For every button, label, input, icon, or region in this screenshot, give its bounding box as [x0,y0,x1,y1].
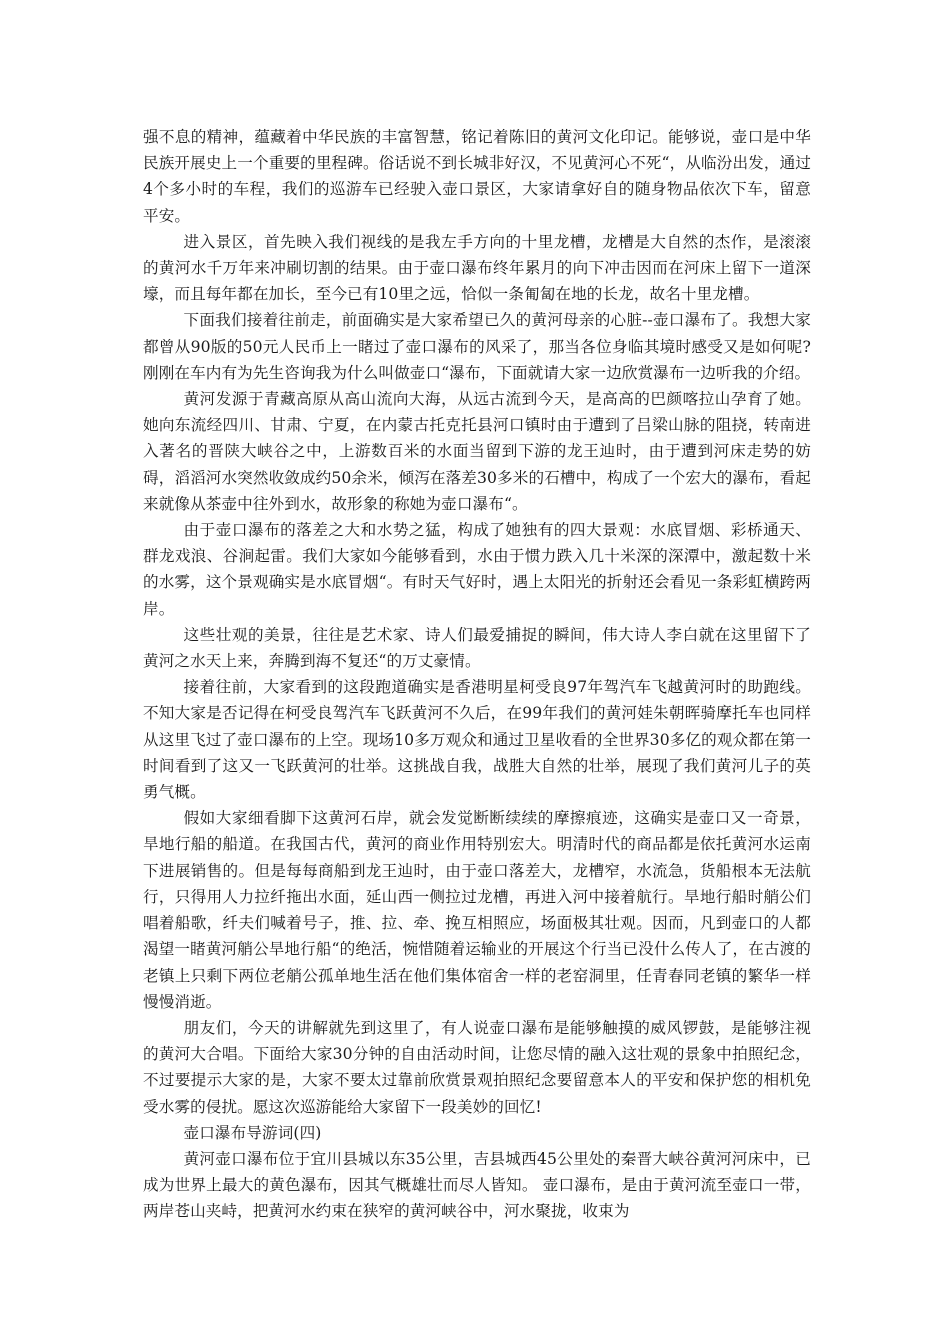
section-heading: 壶口瀑布导游词(四) [183,1123,322,1142]
paragraph-5: 由于壶口瀑布的落差之大和水势之猛，构成了她独有的四大景观：水底冒烟、彩桥通天、群龙戏浪、谷涧起雷。我们大家如今能够看到，水由于惯力跌入几十米深的深潭中，激起数十米的水雾，这个景观确实是水底冒烟“。有时天气好时，遇上太阳光的折射还会看见一条彩虹横跨两岸。 [143,521,811,618]
paragraph-1: 强不息的精神，蕴藏着中华民族的丰富智慧，铭记着陈旧的黄河文化印记。能够说，壶口是中华民族开展史上一个重要的里程碑。俗话说不到长城非好汉，不见黄河心不死“，从临汾出发，通过4个多小时的车程，我们的巡游车已经驶入壶口景区，大家请拿好自的随身物品依次下车，留意平安。 [143,128,811,225]
paragraph-8: 假如大家细看脚下这黄河石岸，就会发觉断断续续的摩擦痕迹，这确实是壶口又一奇景，旱地行船的船道。在我国古代，黄河的商业作用特别宏大。明清时代的商品都是依托黄河水运南下进展销售的。但是每每商船到龙王辿时，由于壶口落差大，龙槽窄，水流急，货船根本无法航行，只得用人力拉纤拖出水面，延山西一侧拉过龙槽，再进入河中接着航行。旱地行船时艄公们唱着船歌，纤夫们喊着号子，推、拉、牵、挽互相照应，场面极其壮观。因而，凡到壶口的人都渴望一睹黄河艄公旱地行船“的绝活，惋惜随着运输业的开展这个行当已没什么传人了，在古渡的老镇上只剩下两位老艄公孤单地生活在他们集体宿舍一样的老窑洞里，任青春同老镇的繁华一样慢慢消逝。 [143,809,811,1011]
paragraph-9: 朋友们，今天的讲解就先到这里了，有人说壶口瀑布是能够触摸的威风锣鼓，是能够注视的黄河大合唱。下面给大家30分钟的自由活动时间，让您尽情的融入这壮观的景象中拍照纪念，不过要提示大家的是，大家不要太过靠前欣赏景观拍照纪念要留意本人的平安和保护您的相机免受水雾的侵扰。愿这次巡游能给大家留下一段美妙的回忆! [143,1018,811,1116]
paragraph-3: 下面我们接着往前走，前面确实是大家希望已久的黄河母亲的心脏--壶口瀑布了。我想大家都曾从90版的50元人民币上一睹过了壶口瀑布的风采了，那当各位身临其境时感受又是如何呢?刚刚在车内有为先生咨询我为什么叫做壶口“瀑布，下面就请大家一边欣赏瀑布一边听我的介绍。 [143,311,811,382]
paragraph-7: 接着往前，大家看到的这段跑道确实是香港明星柯受良97年驾汽车飞越黄河时的助跑线。不知大家是否记得在柯受良驾汽车飞跃黄河不久后，在99年我们的黄河娃朱朝晖骑摩托车也同样从这里飞过了壶口瀑布的上空。现场10多万观众和通过卫星收看的全世界30多亿的观众都在第一时间看到了这又一飞跃黄河的壮举。这挑战自我，战胜大自然的壮举，展现了我们黄河儿子的英勇气概。 [143,678,811,802]
document-body [143,124,811,1225]
paragraph-2: 进入景区，首先映入我们视线的是我左手方向的十里龙槽，龙槽是大自然的杰作，是滚滚的黄河水千万年来冲刷切割的结果。由于壶口瀑布终年累月的向下冲击因而在河床上留下一道深壕，而且每年都在加长，至今已有10里之远，恰似一条匍匐在地的长龙，故名十里龙槽。 [143,232,811,304]
paragraph-10: 黄河壶口瀑布位于宜川县城以东35公里，吉县城西45公里处的秦晋大峡谷黄河河床中，已成为世界上最大的黄色瀑布，因其气概雄壮而尽人皆知。 壶口瀑布，是由于黄河流至壶口一带，两岸苍山夹峙，把黄河水约束在狭窄的黄河峡谷中，河水聚拢，收束为 [143,1149,811,1221]
paragraph-6: 这些壮观的美景，往往是艺术家、诗人们最爱捕捉的瞬间，伟大诗人李白就在这里留下了黄河之水天上来，奔腾到海不复还“的万丈豪情。 [143,625,811,671]
paragraph-4: 黄河发源于青藏高原从高山流向大海，从远古流到今天，是高高的巴颜喀拉山孕育了她。她向东流经四川、甘肃、宁夏，在内蒙古托克托县河口镇时由于遭到了吕梁山脉的阻挠，转南进入著名的晋陕大峡谷之中，上游数百米的水面当留到下游的龙王辿时，由于遭到河床走势的妨碍，滔滔河水突然收敛成约50余米，倾泻在落差30多米的石槽中，构成了一个宏大的瀑布，看起来就像从茶壶中往外到水，故形象的称她为壶口瀑布“。 [143,390,811,513]
